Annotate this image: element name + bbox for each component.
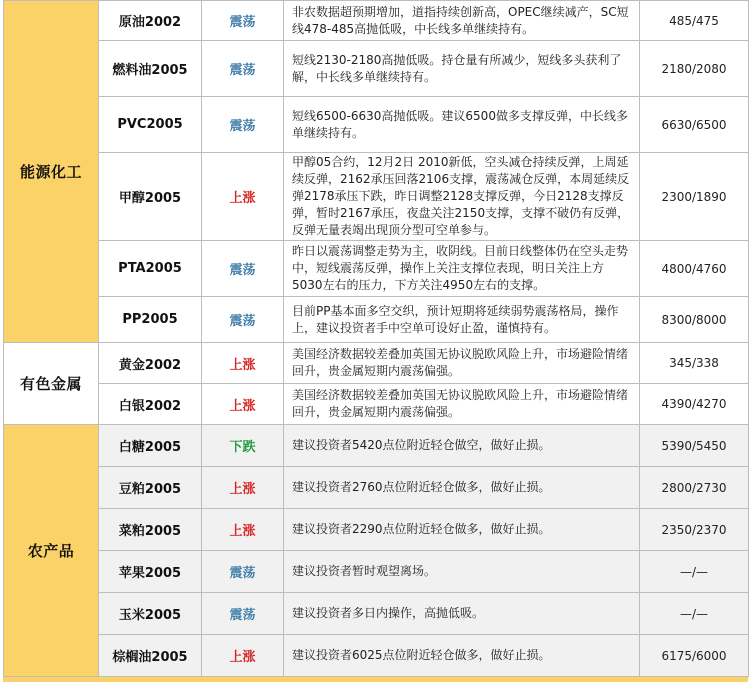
contract-name: PVC2005 bbox=[99, 97, 202, 153]
price-range: 6630/6500 bbox=[640, 97, 749, 153]
analysis-text: 美国经济数据较差叠加英国无协议脱欧风险上升，市场避险情绪回升，贵金属短期内震荡偏强。 bbox=[284, 343, 640, 384]
table-row bbox=[4, 467, 749, 509]
contract-name: 菜粕2005 bbox=[99, 509, 202, 551]
contract-name: 棕榈油2005 bbox=[99, 635, 202, 677]
trend-label: 上涨 bbox=[202, 153, 284, 241]
trend-label: 震荡 bbox=[202, 97, 284, 153]
trend-label: 震荡 bbox=[202, 1, 284, 41]
contract-name: 玉米2005 bbox=[99, 593, 202, 635]
table-row bbox=[4, 153, 749, 241]
contract-name: 苹果2005 bbox=[99, 551, 202, 593]
trend-label: 上涨 bbox=[202, 635, 284, 677]
contract-name: 白糖2005 bbox=[99, 425, 202, 467]
table-row bbox=[4, 41, 749, 97]
price-range: 4390/4270 bbox=[640, 384, 749, 425]
analysis-text: 美国经济数据较差叠加英国无协议脱欧风险上升，市场避险情绪回升，贵金属短期内震荡偏强。 bbox=[284, 384, 640, 425]
trend-label: 震荡 bbox=[202, 41, 284, 97]
price-range: —/— bbox=[640, 593, 749, 635]
analysis-text: 目前PP基本面多空交织，预计短期将延续弱势震荡格局，操作上，建议投资者手中空单可设好止盈，谨慎持有。 bbox=[284, 297, 640, 343]
category-energy-chemical: 能源化工 bbox=[4, 1, 99, 343]
price-range: 485/475 bbox=[640, 1, 749, 41]
price-range: 2800/2730 bbox=[640, 467, 749, 509]
table-row bbox=[4, 384, 749, 425]
table-row bbox=[4, 297, 749, 343]
table-next-section-edge bbox=[3, 676, 748, 682]
contract-name: 燃料油2005 bbox=[99, 41, 202, 97]
trend-label: 震荡 bbox=[202, 241, 284, 297]
futures-strategy-table bbox=[3, 0, 749, 677]
trend-label: 震荡 bbox=[202, 297, 284, 343]
analysis-text: 建议投资者多日内操作，高抛低吸。 bbox=[284, 593, 640, 635]
contract-name: PTA2005 bbox=[99, 241, 202, 297]
contract-name: 黄金2002 bbox=[99, 343, 202, 384]
trend-label: 震荡 bbox=[202, 551, 284, 593]
price-range: 345/338 bbox=[640, 343, 749, 384]
trend-label: 上涨 bbox=[202, 384, 284, 425]
category-nonferrous-metals: 有色金属 bbox=[4, 343, 99, 425]
table-row bbox=[4, 1, 749, 41]
price-range: 6175/6000 bbox=[640, 635, 749, 677]
price-range: 2300/1890 bbox=[640, 153, 749, 241]
analysis-text: 昨日以震荡调整走势为主，收阴线。目前日线整体仍在空头走势中，短线震荡反弹，操作上关注支撑位表现，明日关注上方5030左右的压力，下方关注4950左右的支撑。 bbox=[284, 241, 640, 297]
table-row bbox=[4, 241, 749, 297]
price-range: 5390/5450 bbox=[640, 425, 749, 467]
price-range: —/— bbox=[640, 551, 749, 593]
contract-name: 豆粕2005 bbox=[99, 467, 202, 509]
table-row bbox=[4, 635, 749, 677]
table-row bbox=[4, 343, 749, 384]
contract-name: 白银2002 bbox=[99, 384, 202, 425]
table-row bbox=[4, 551, 749, 593]
price-range: 4800/4760 bbox=[640, 241, 749, 297]
trend-label: 震荡 bbox=[202, 593, 284, 635]
analysis-text: 甲醇05合约，12月2日 2010新低，空头减仓持续反弹，上周延续反弹，2162承压回落2106支撑，震荡减仓反弹，本周延续反弹2178承压下跌，昨日调整2128支撑反弹，今日2128支撑反弹，暂时2167承压，夜盘关注2150支撑，支撑不破仍有反弹，反弹无量表竭出现顶分型可空单参与。 bbox=[284, 153, 640, 241]
analysis-text: 建议投资者暂时观望离场。 bbox=[284, 551, 640, 593]
trend-label: 下跌 bbox=[202, 425, 284, 467]
analysis-text: 短线2130-2180高抛低吸。持仓量有所减少，短线多头获利了解，中长线多单继续持有。 bbox=[284, 41, 640, 97]
contract-name: PP2005 bbox=[99, 297, 202, 343]
analysis-text: 建议投资者2760点位附近轻仓做多，做好止损。 bbox=[284, 467, 640, 509]
analysis-text: 建议投资者2290点位附近轻仓做多，做好止损。 bbox=[284, 509, 640, 551]
table-row bbox=[4, 97, 749, 153]
price-range: 2180/2080 bbox=[640, 41, 749, 97]
contract-name: 原油2002 bbox=[99, 1, 202, 41]
trend-label: 上涨 bbox=[202, 509, 284, 551]
table-row bbox=[4, 509, 749, 551]
category-agricultural: 农产品 bbox=[4, 425, 99, 677]
trend-label: 上涨 bbox=[202, 467, 284, 509]
analysis-text: 建议投资者6025点位附近轻仓做多，做好止损。 bbox=[284, 635, 640, 677]
table-row bbox=[4, 593, 749, 635]
analysis-text: 非农数据超预期增加，道指持续创新高，OPEC继续减产，SC短线478-485高抛低吸，中长线多单继续持有。 bbox=[284, 1, 640, 41]
price-range: 8300/8000 bbox=[640, 297, 749, 343]
analysis-text: 建议投资者5420点位附近轻仓做空，做好止损。 bbox=[284, 425, 640, 467]
trend-label: 上涨 bbox=[202, 343, 284, 384]
contract-name: 甲醇2005 bbox=[99, 153, 202, 241]
table-row bbox=[4, 425, 749, 467]
analysis-text: 短线6500-6630高抛低吸。建议6500做多支撑反弹，中长线多单继续持有。 bbox=[284, 97, 640, 153]
price-range: 2350/2370 bbox=[640, 509, 749, 551]
